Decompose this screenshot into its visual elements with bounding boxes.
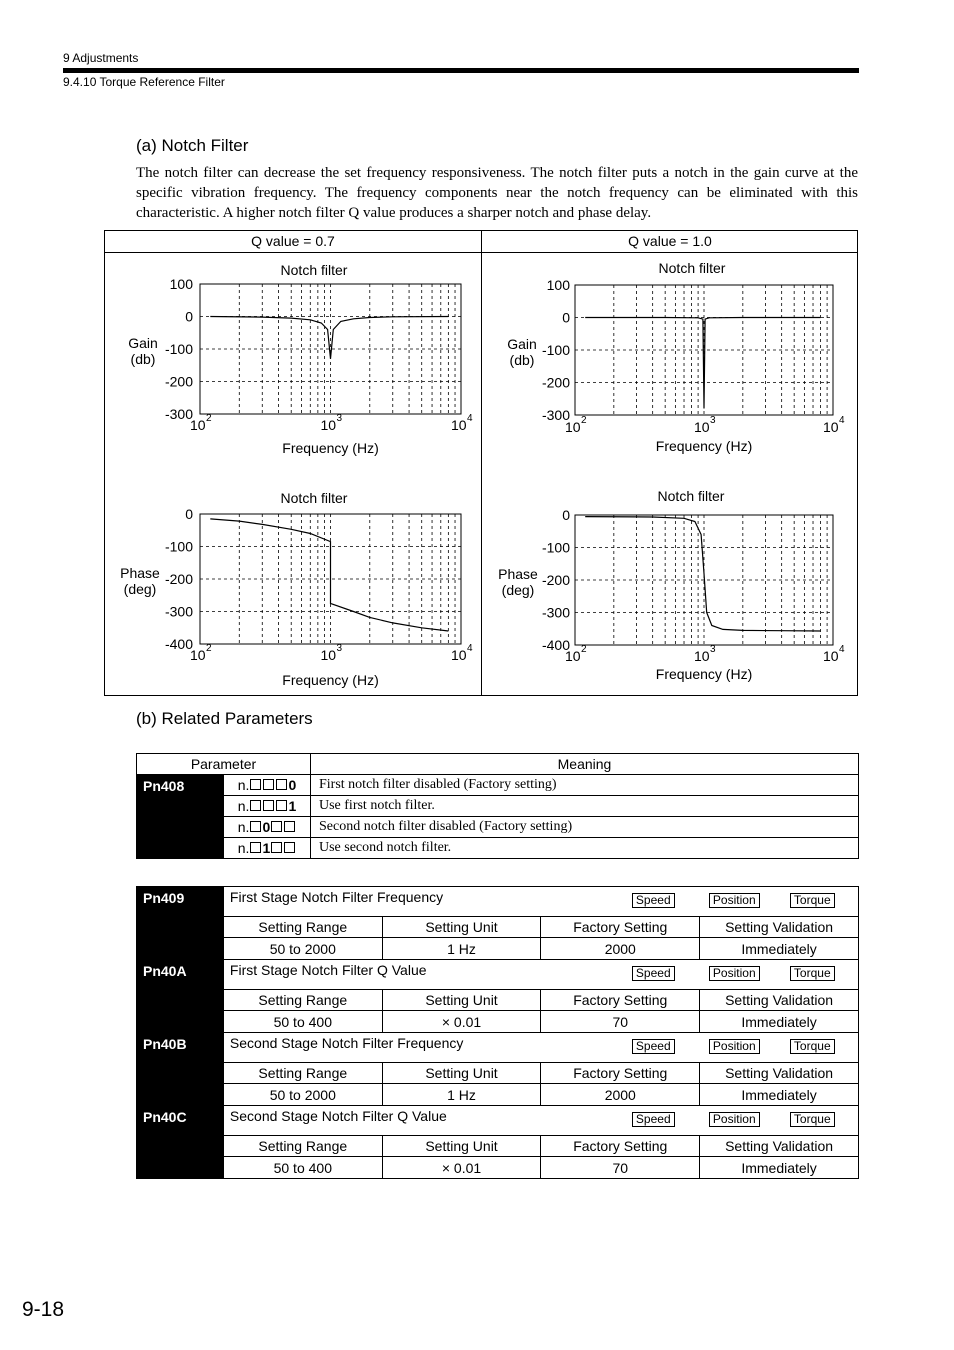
- param-name: Second Stage Notch Filter Q Value: [229, 1108, 447, 1124]
- y-tick-label: -200: [164, 571, 193, 587]
- position-tag: Position: [709, 893, 760, 908]
- plot-title: Notch filter: [280, 262, 348, 278]
- setting-unit: 1 Hz: [382, 938, 541, 960]
- position-tag: Position: [709, 966, 760, 981]
- detail-header: Setting Validation: [700, 917, 859, 938]
- pn408-meaning-3: Use second notch filter.: [311, 838, 859, 859]
- factory-setting: 70: [541, 1157, 700, 1179]
- detail-header: Setting Range: [223, 917, 382, 938]
- header-parameter: Parameter: [137, 754, 311, 775]
- pn408-label: Pn408: [137, 775, 224, 859]
- page-number: 9-18: [22, 1298, 65, 1321]
- setting-digit: 0: [288, 777, 297, 793]
- y-tick-label: 100: [169, 276, 193, 292]
- setting-digit: 0: [262, 819, 271, 835]
- setting-range: 50 to 400: [223, 1157, 382, 1179]
- y-axis-label: Gain: [128, 335, 158, 351]
- y-tick-label: -400: [541, 637, 570, 653]
- y-tick-label: -300: [541, 407, 570, 423]
- x-tick-base: 10: [451, 647, 467, 663]
- detail-header: Factory Setting: [541, 1136, 700, 1157]
- setting-validation: Immediately: [700, 938, 859, 960]
- detail-header: Setting Unit: [382, 1063, 541, 1084]
- x-tick-base: 10: [320, 417, 337, 433]
- digit-box: [250, 779, 261, 790]
- digit-box: [276, 800, 287, 811]
- x-tick-exponent: 4: [839, 415, 845, 426]
- param-name-cell: [223, 960, 858, 990]
- x-tick-base: 10: [190, 417, 206, 433]
- detail-header: Setting Unit: [382, 990, 541, 1011]
- x-tick-exponent: 2: [581, 415, 587, 426]
- y-tick-label: 0: [185, 308, 193, 325]
- factory-setting: 2000: [541, 1084, 700, 1106]
- setting-digit: 1: [262, 840, 271, 856]
- x-tick-base: 10: [823, 648, 839, 664]
- x-tick-exponent: 4: [467, 643, 473, 654]
- plot-title: Notch filter: [280, 490, 348, 506]
- torque-tag: Torque: [790, 1039, 835, 1054]
- x-axis-label: Frequency (Hz): [282, 672, 379, 688]
- x-tick-exponent: 3: [710, 644, 716, 655]
- digit-box: [284, 842, 295, 853]
- y-tick-label: -300: [541, 604, 570, 621]
- y-axis-unit: (deg): [123, 581, 157, 597]
- y-tick-label: 0: [562, 507, 570, 523]
- x-axis-label: Frequency (Hz): [282, 440, 379, 456]
- pn408-table: [136, 753, 859, 859]
- detail-header: Factory Setting: [541, 917, 700, 938]
- detail-header: Setting Unit: [382, 1136, 541, 1157]
- param-name: First Stage Notch Filter Q Value: [229, 962, 427, 978]
- header-meaning: Meaning: [311, 754, 859, 775]
- x-tick-exponent: 4: [839, 644, 845, 655]
- digit-box: [284, 821, 295, 832]
- y-tick-label: -300: [164, 603, 193, 620]
- factory-setting: 70: [541, 1011, 700, 1033]
- pn408-meaning-0: First notch filter disabled (Factory setting): [311, 775, 859, 796]
- section-a-paragraph: The notch filter can decrease the set frequency responsiveness. The notch filter puts a notch in the gain curve at the specific vibration frequency. The frequency components near the notch frequency can be eliminated with this characteristic. A higher notch filter Q value produces a sharper notch and phase delay.: [136, 165, 858, 221]
- column-header-q07: Q value = 0.7: [251, 233, 335, 249]
- x-tick-exponent: 2: [206, 413, 212, 424]
- param-name: Second Stage Notch Filter Frequency: [229, 1035, 464, 1051]
- x-tick-base: 10: [565, 648, 581, 664]
- x-tick-exponent: 3: [710, 415, 716, 426]
- setting-range: 50 to 2000: [223, 938, 382, 960]
- y-tick-label: -200: [541, 374, 570, 391]
- response-curve: [210, 317, 448, 359]
- y-tick-label: -100: [164, 341, 193, 357]
- x-tick-base: 10: [190, 647, 206, 663]
- response-curve: [210, 519, 448, 631]
- section-header: 9.4.10 Torque Reference Filter: [63, 75, 225, 89]
- pn408-setting-1: n. 1: [224, 796, 311, 817]
- y-tick-label: 0: [185, 506, 193, 522]
- plot-title: Notch filter: [658, 260, 726, 276]
- setting-range: 50 to 400: [223, 1011, 382, 1033]
- position-tag: Position: [709, 1112, 760, 1127]
- setting-unit: × 0.01: [382, 1011, 541, 1033]
- torque-tag: Torque: [790, 1112, 835, 1127]
- y-axis-label: Gain: [507, 336, 537, 352]
- setting-unit: 1 Hz: [382, 1084, 541, 1106]
- detail-header: Setting Range: [223, 990, 382, 1011]
- detail-header: Setting Validation: [700, 1063, 859, 1084]
- factory-setting: 2000: [541, 938, 700, 960]
- setting-digit: 1: [288, 798, 297, 814]
- param-id: Pn40B: [137, 1033, 224, 1106]
- digit-box: [271, 821, 282, 832]
- x-tick-base: 10: [320, 647, 337, 663]
- setting-unit: × 0.01: [382, 1157, 541, 1179]
- x-tick-exponent: 3: [336, 643, 343, 654]
- x-tick-base: 10: [694, 419, 710, 435]
- y-axis-unit: (deg): [501, 582, 535, 598]
- x-tick-base: 10: [451, 417, 467, 433]
- x-tick-exponent: 3: [336, 413, 343, 424]
- speed-tag: Speed: [632, 893, 675, 908]
- detail-header: Setting Validation: [700, 990, 859, 1011]
- y-axis-unit: (db): [509, 352, 535, 368]
- y-tick-label: -400: [164, 636, 193, 652]
- torque-tag: Torque: [790, 966, 835, 981]
- x-tick-base: 10: [823, 419, 839, 435]
- response-curve: [585, 318, 820, 409]
- y-tick-label: -200: [541, 572, 570, 588]
- y-tick-label: -100: [164, 538, 193, 555]
- detail-header: Setting Validation: [700, 1136, 859, 1157]
- pn408-setting-2: n. 0: [224, 817, 311, 838]
- detail-header: Setting Range: [223, 1063, 382, 1084]
- speed-tag: Speed: [632, 1039, 675, 1054]
- y-axis-label: Phase: [498, 566, 538, 582]
- section-a-title: (a) Notch Filter: [136, 136, 249, 155]
- chapter-header: 9 Adjustments: [63, 51, 139, 65]
- setting-validation: Immediately: [700, 1084, 859, 1106]
- setting-validation: Immediately: [700, 1157, 859, 1179]
- speed-tag: Speed: [632, 1112, 675, 1127]
- setting-range: 50 to 2000: [223, 1084, 382, 1106]
- digit-box: [250, 842, 261, 853]
- pn408-meaning-1: Use first notch filter.: [311, 796, 859, 817]
- detail-header: Factory Setting: [541, 1063, 700, 1084]
- speed-tag: Speed: [632, 966, 675, 981]
- x-axis-label: Frequency (Hz): [655, 438, 753, 454]
- pn408-meaning-2: Second notch filter disabled (Factory setting): [311, 817, 859, 838]
- y-tick-label: 100: [546, 277, 570, 293]
- x-tick-base: 10: [694, 648, 710, 664]
- param-id: Pn40A: [137, 960, 224, 1033]
- response-curve: [585, 517, 820, 631]
- param-name: First Stage Notch Filter Frequency: [229, 889, 444, 905]
- column-header-q10: Q value = 1.0: [628, 233, 712, 249]
- digit-box: [276, 779, 287, 790]
- detail-header: Setting Range: [223, 1136, 382, 1157]
- plot-title: Notch filter: [657, 488, 725, 504]
- param-id: Pn409: [137, 887, 224, 960]
- y-axis-unit: (db): [130, 351, 156, 367]
- setting-validation: Immediately: [700, 1011, 859, 1033]
- y-tick-label: -200: [164, 373, 193, 390]
- x-tick-base: 10: [565, 419, 581, 435]
- position-tag: Position: [709, 1039, 760, 1054]
- param-id: Pn40C: [137, 1106, 224, 1179]
- param-name-cell: [223, 1106, 858, 1136]
- pn408-setting-3: n. 1: [224, 838, 311, 859]
- section-b-title: (b) Related Parameters: [136, 709, 313, 728]
- y-tick-label: -100: [541, 539, 570, 556]
- digit-box: [263, 779, 274, 790]
- x-tick-exponent: 2: [581, 644, 587, 655]
- digit-box: [271, 842, 282, 853]
- y-tick-label: -100: [541, 342, 570, 358]
- detail-header: Factory Setting: [541, 990, 700, 1011]
- param-name-cell: [223, 887, 858, 917]
- x-tick-exponent: 2: [206, 643, 212, 654]
- y-axis-label: Phase: [120, 565, 160, 581]
- y-tick-label: -300: [164, 406, 193, 422]
- digit-box: [250, 821, 261, 832]
- x-axis-label: Frequency (Hz): [655, 666, 753, 682]
- parameter-detail-table: [136, 886, 859, 1179]
- digit-box: [263, 800, 274, 811]
- detail-header: Setting Unit: [382, 917, 541, 938]
- param-name-cell: [223, 1033, 858, 1063]
- digit-box: [250, 800, 261, 811]
- x-tick-exponent: 4: [467, 413, 473, 424]
- torque-tag: Torque: [790, 893, 835, 908]
- y-tick-label: 0: [562, 309, 570, 326]
- pn408-setting-0: n. 0: [224, 775, 311, 796]
